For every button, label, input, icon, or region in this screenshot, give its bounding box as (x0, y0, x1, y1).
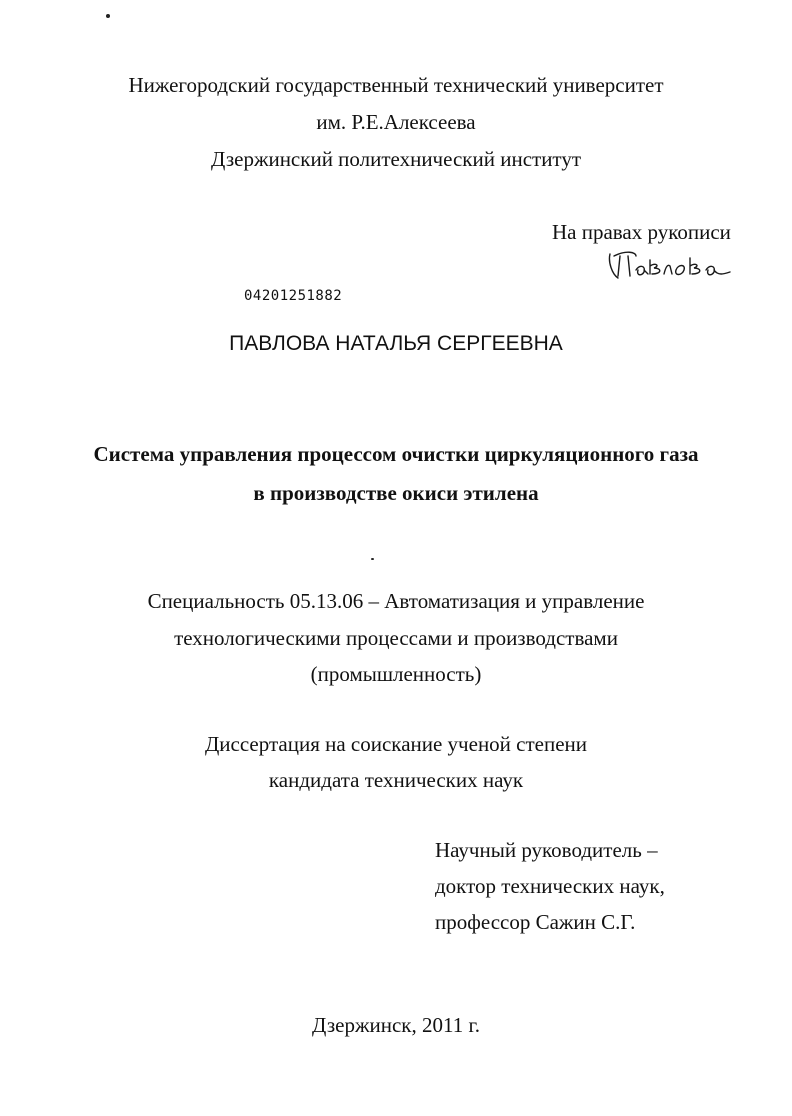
registration-number: 04201251882 (244, 288, 343, 304)
specialty-line-2: технологическими процессами и производствами (174, 626, 618, 650)
scan-speck (106, 14, 110, 18)
author-name: ПАВЛОВА НАТАЛЬЯ СЕРГЕЕВНА (229, 332, 563, 355)
degree-line-2: кандидата технических наук (268, 768, 524, 792)
advisor-degree: доктор технических наук, (435, 874, 665, 898)
specialty-line-1: Специальность 05.13.06 – Автоматизация и управление (147, 589, 645, 613)
advisor-role: Научный руководитель – (435, 838, 658, 862)
place-and-year: Дзержинск, 2011 г. (312, 1013, 480, 1037)
university-honorific: им. Р.Е.Алексеева (316, 110, 476, 134)
rights-note: На правах рукописи (552, 220, 731, 244)
advisor-name: профессор Сажин С.Г. (435, 910, 636, 934)
university-name: Нижегородский государственный технический университет (128, 73, 664, 97)
institute-name: Дзержинский политехнический институт (210, 147, 582, 171)
dissertation-title-line-1: Система управления процессом очистки циркуляционного газа (93, 442, 699, 466)
scan-speck (371, 558, 374, 560)
specialty-line-3: (промышленность) (310, 662, 482, 686)
degree-line-1: Диссертация на соискание ученой степени (204, 732, 588, 756)
signature (606, 248, 736, 288)
dissertation-title-line-2: в производстве окиси этилена (253, 481, 539, 505)
